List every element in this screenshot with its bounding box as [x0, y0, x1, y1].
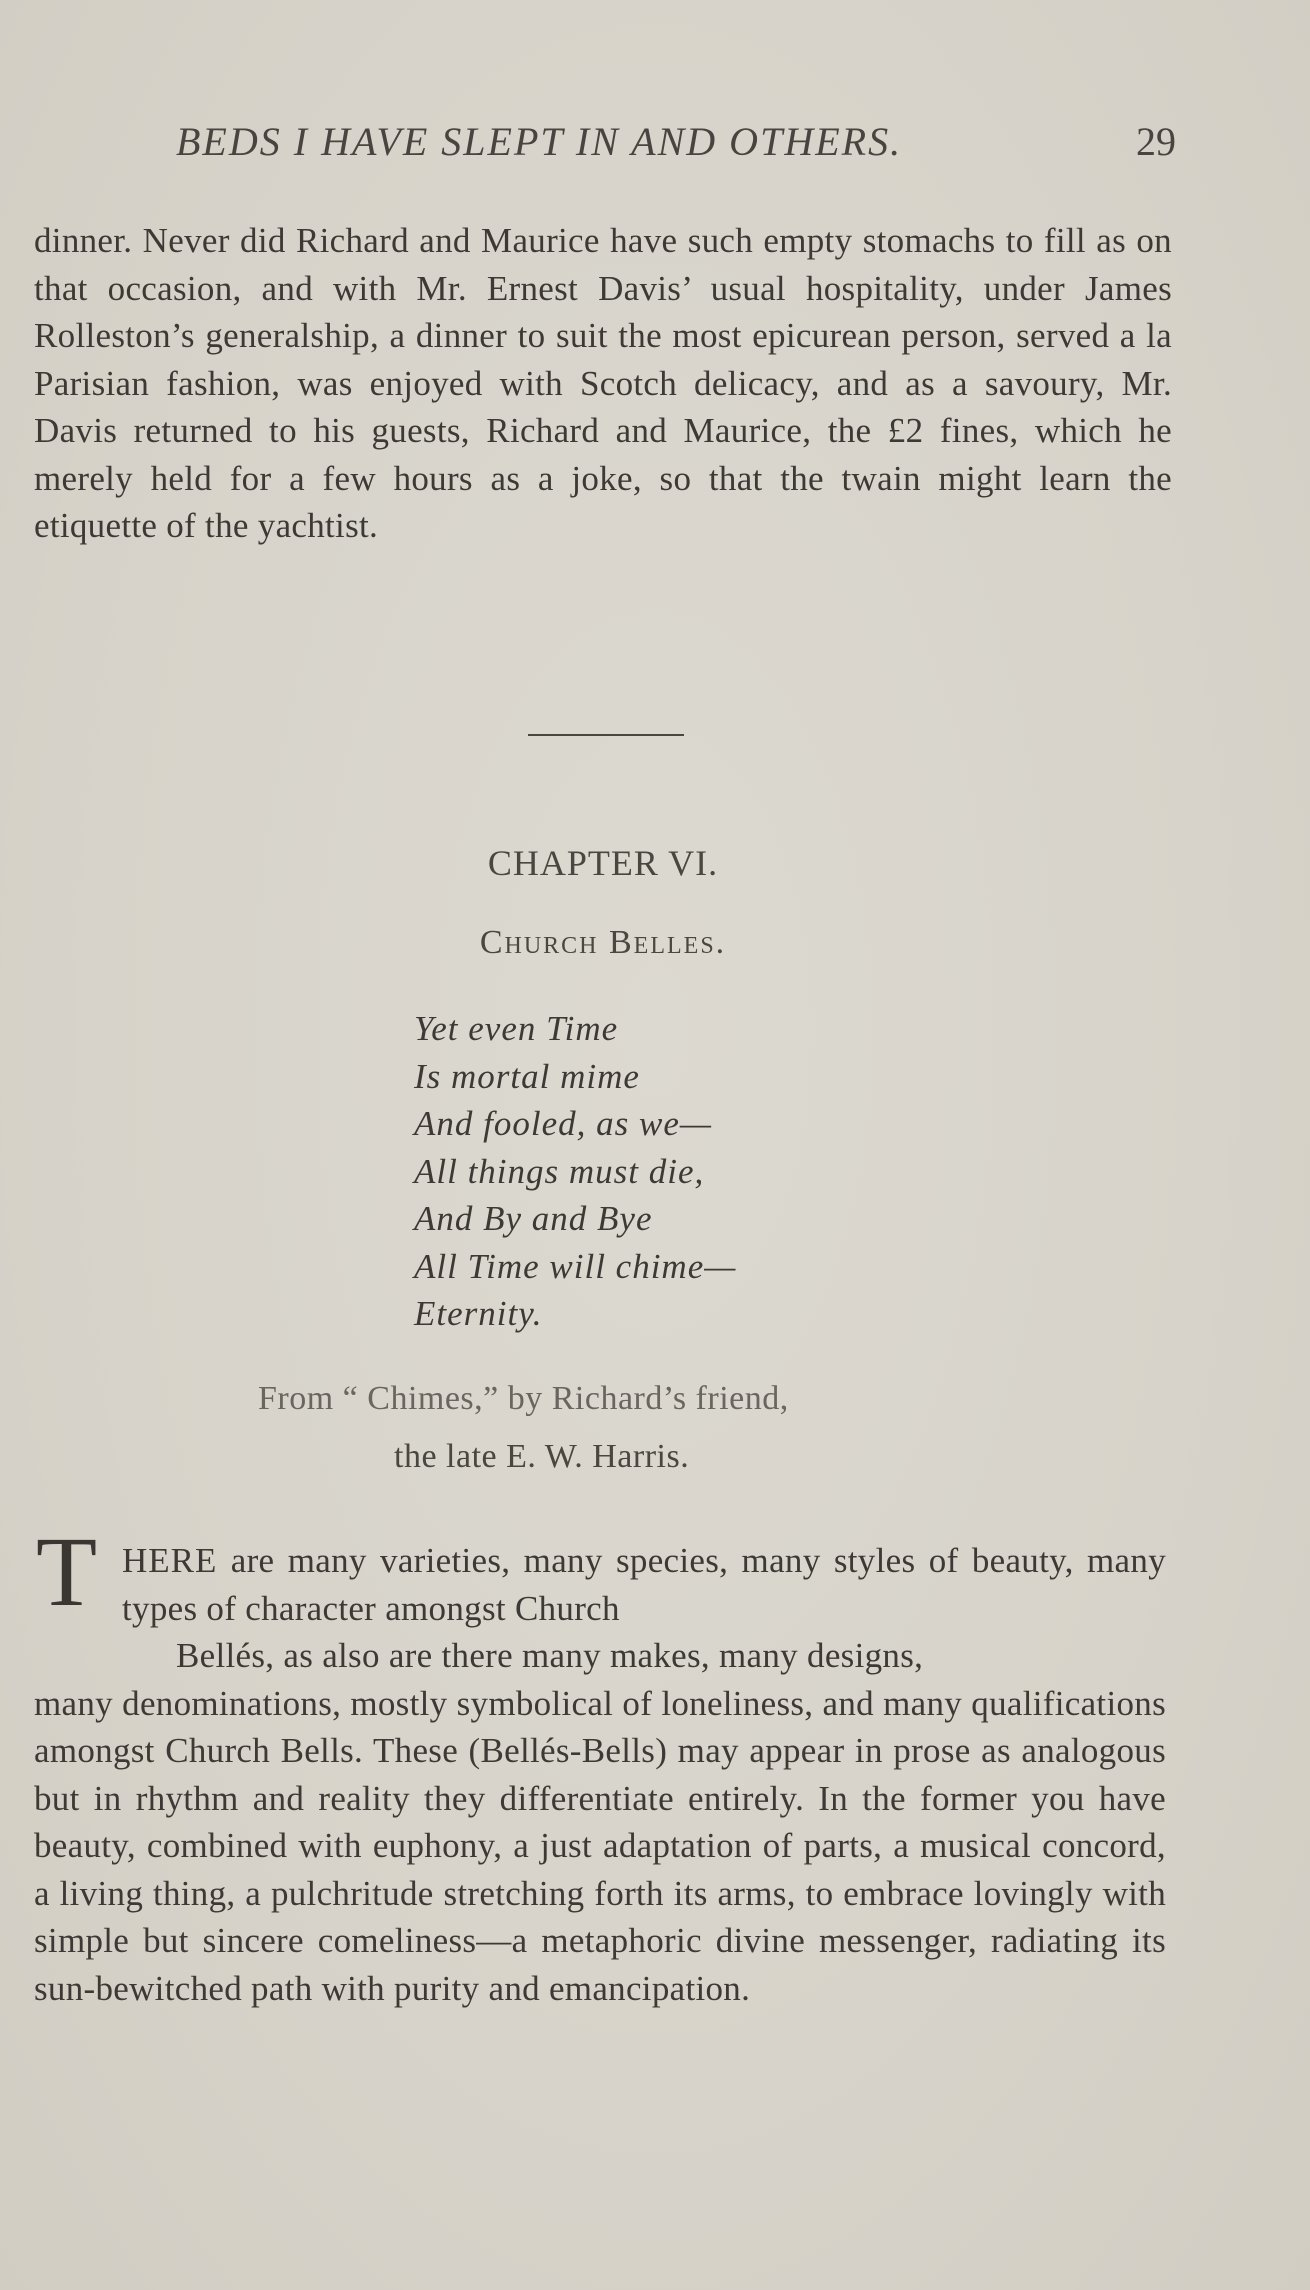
poem-line: All Time will chime— — [414, 1246, 737, 1286]
poem-line: And By and Bye — [414, 1199, 653, 1238]
running-head — [176, 118, 1176, 168]
running-title: BEDS I HAVE SLEPT IN AND OTHERS. — [176, 119, 903, 164]
chapter-subtitle: Church Belles. — [479, 924, 727, 961]
section-divider-rule — [528, 734, 684, 736]
poem-line: Eternity. — [414, 1294, 543, 1333]
epigraph-attribution-author: the late E. W. Harris. — [394, 1438, 690, 1475]
paragraph-2-body — [34, 1632, 1166, 2012]
epigraph-attribution: From “ Chimes,” by Richard’s friend, — [258, 1380, 789, 1417]
poem-line: And fooled, as we— — [414, 1104, 712, 1143]
paragraph-2-rest: many denominations, mostly symbolical of loneliness, and many qualifications amongst Church Bells. These (Bellés-Bells) may appear in prose as analogous but in rhythm and reality they differentiate entirely. In the former you have beauty, combined with euphony, a just adaptation of parts, a musical concord, a living thing, a pulchritude stretching forth its arms, to embrace lovingly with simple but sincere comeliness—a metaphoric divine messenger, radiating its sun-bewitched path with purity and emancipation. — [34, 1683, 1166, 2008]
paragraph-1: dinner. Never did Richard and Maurice have such empty stomachs to fill as on that occasion, and with Mr. Ernest Davis’ usual hospitality, under James Rolleston’s generalship, a dinner to suit the most epicurean person, served a la Parisian fashion, was enjoyed with Scotch delicacy, and as a savoury, Mr. Davis returned to his guests, Richard and Maurice, the £2 fines, which he merely held for a few hours as a joke, so that the twain might learn the etiquette of the yachtist. — [34, 221, 1172, 545]
poem-line: All things must die, — [414, 1151, 705, 1191]
chapter-title: CHAPTER VI. — [487, 843, 719, 883]
poem-line: Is mortal mime — [414, 1056, 640, 1096]
paragraph-2-opening — [122, 1537, 1166, 1632]
paragraph-2-first-lines: are many varieties, many species, many styles of beauty, many types of character amongst Church — [122, 1541, 1166, 1628]
poem-line: Yet even Time — [414, 1009, 619, 1048]
drop-cap: T — [36, 1516, 98, 1627]
epigraph-poem — [414, 1005, 736, 1338]
page-number: 29 — [1136, 119, 1176, 164]
paragraph-2-lead-word: HERE — [122, 1541, 218, 1580]
paragraph-2-hang-line: Bellés, as also are there many makes, many designs, — [176, 1636, 924, 1675]
